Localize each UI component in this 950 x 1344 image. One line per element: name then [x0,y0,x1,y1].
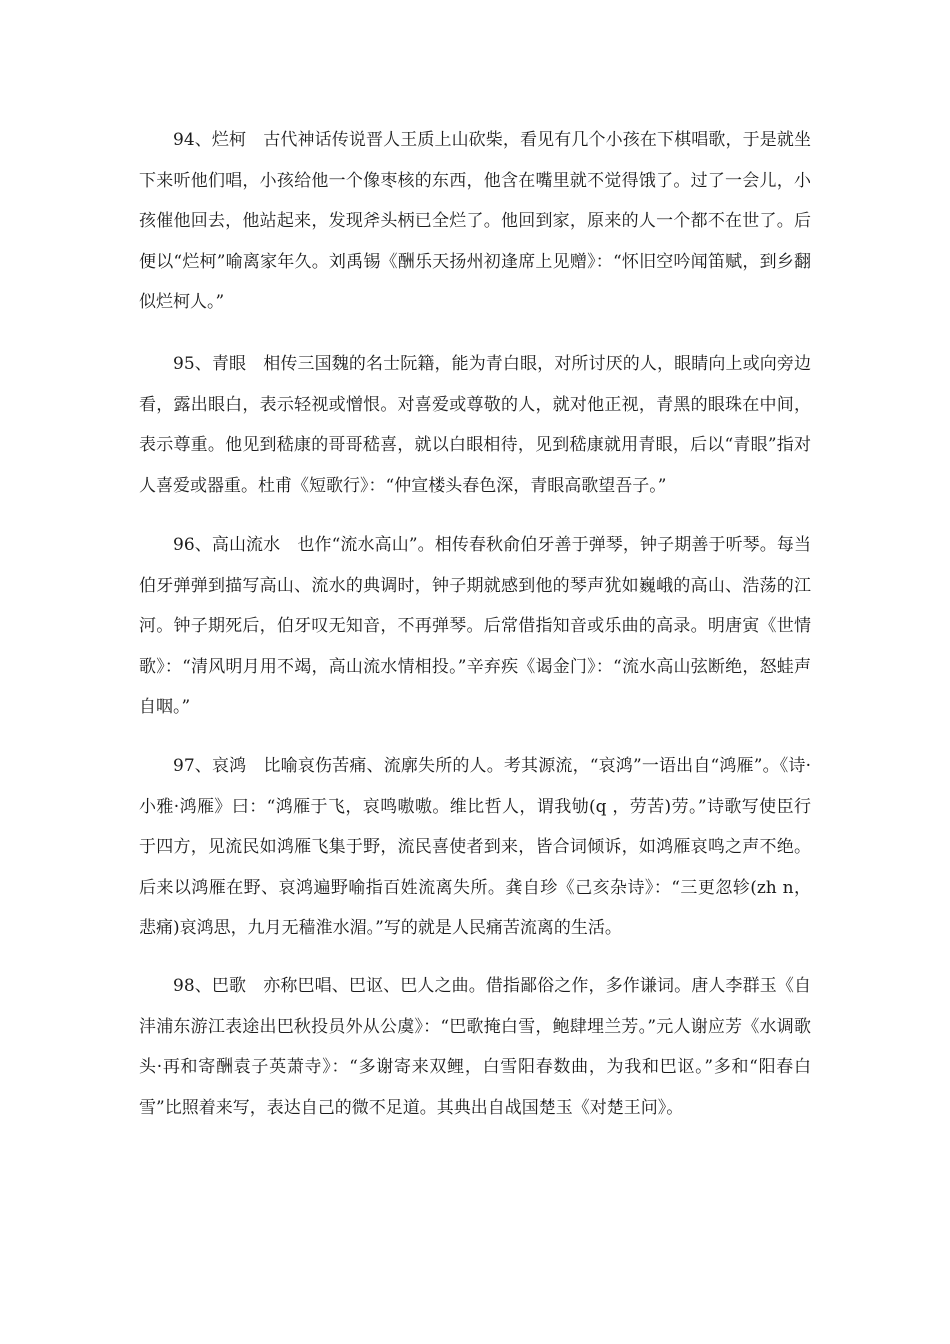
entry-97 [139,746,811,949]
entry-98 [139,966,811,1128]
entry-94 [139,120,811,323]
entry-96 [139,525,811,728]
entry-paragraph: 94、烂柯 古代神话传说晋人王质上山砍柴，看见有几个小孩在下棋唱歌，于是就坐下来听他们唱，小孩给他一个像枣核的东西，他含在嘴里就不觉得饿了。过了一会儿，小孩催他回去，他站起来，发现斧头柄已全烂了。他回到家，原来的人一个都不在世了。后便以“烂柯”喻离家年久。刘禹锡《酬乐天扬州初逢席上见赠》：“怀旧空吟闻笛赋，到乡翻似烂柯人。” [139,130,811,312]
entry-paragraph: 96、高山流水 也作“流水高山”。相传春秋俞伯牙善于弹琴，钟子期善于听琴。每当伯牙弹弹到描写高山、流水的典调时，钟子期就感到他的琴声犹如巍峨的高山、浩荡的江河。钟子期死后，伯牙叹无知音，不再弹琴。后常借指知音或乐曲的高录。明唐寅《世情歌》：“清风明月用不竭，高山流水情相投。”辛弃疾《谒金门》：“流水高山弦断绝，怒蛙声自咽。” [139,535,811,717]
entry-paragraph: 95、青眼 相传三国魏的名士阮籍，能为青白眼，对所讨厌的人，眼睛向上或向旁边看，露出眼白，表示轻视或憎恨。对喜爱或尊敬的人，就对他正视，青黑的眼珠在中间，表示尊重。他见到嵇康的哥哥嵇喜，就以白眼相待，见到嵇康就用青眼，后以“青眼”指对人喜爱或器重。杜甫《短歌行》：“仲宣楼头春色深，青眼高歌望吾子。” [139,354,811,496]
entry-paragraph: 98、巴歌 亦称巴唱、巴讴、巴人之曲。借指鄙俗之作，多作谦词。唐人李群玉《自沣浦东游江表途出巴秋投员外从公虞》：“巴歌掩白雪，鲍肆埋兰芳。”元人谢应芳《水调歌头·再和寄酬袁子英萧寺》：“多谢寄来双鲤，白雪阳春数曲，为我和巴讴。”多和“阳春白雪”比照着来写，表达自己的微不足道。其典出自战国楚玉《对楚王问》。 [139,976,811,1118]
entry-95 [139,344,811,506]
entry-paragraph: 97、哀鸿 比喻哀伤苦痛、流廓失所的人。考其源流，“哀鸿”一语出自“鸿雁”。《诗·小雅·鸿雁》曰：“鸿雁于飞，哀鸣嗷嗷。维比哲人，谓我劬(q ，劳苦)劳。”诗歌写使臣行于四方，见流民如鸿雁飞集于野，流民喜使者到来，皆合词倾诉，如鸿雁哀鸣之声不绝。后来以鸿雁在野、哀鸿遍野喻指百姓流离失所。龚自珍《己亥杂诗》：“三更忽轸(zh n，悲痛)哀鸿思，九月无穑淮水湄。”写的就是人民痛苦流离的生活。 [139,756,811,938]
